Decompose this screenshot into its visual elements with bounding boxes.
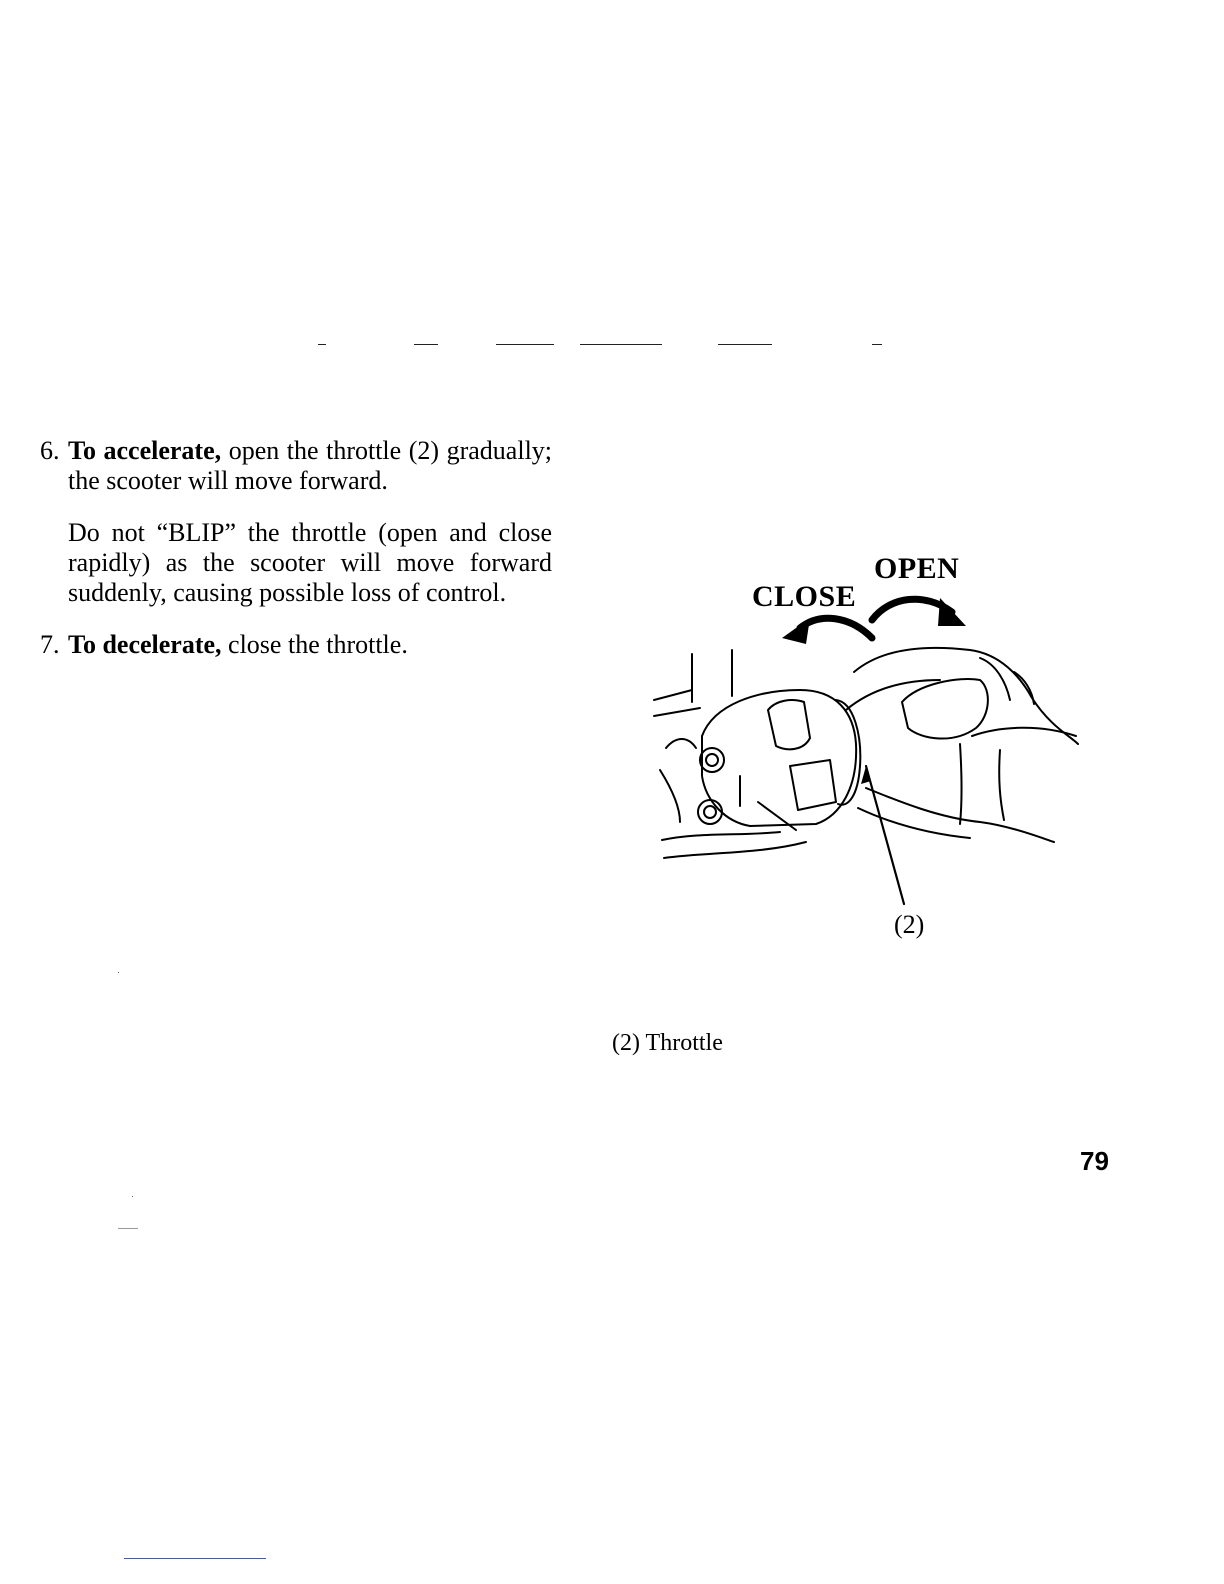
step-text xyxy=(68,436,552,496)
step-text xyxy=(68,630,552,660)
step-body: open the throttle (2) gradually; the scooter will move forward. xyxy=(68,436,553,495)
scan-artifact-dot xyxy=(132,1196,133,1197)
callout-leader-line xyxy=(866,766,904,904)
open-label: OPEN xyxy=(874,552,960,585)
throttle-figure xyxy=(640,540,1090,960)
step-lead: To accelerate, xyxy=(68,436,222,465)
blip-warning: Do not “BLIP” the throttle (open and close rapidly) as the scooter will move forward suddenly, causing possible loss of control. xyxy=(68,518,552,607)
scan-artifact-line xyxy=(124,1558,266,1559)
figure-caption: (2) Throttle xyxy=(612,1030,723,1056)
scan-artifact-line xyxy=(414,344,438,345)
open-arrow-icon xyxy=(938,598,966,626)
instructions-column xyxy=(40,436,552,660)
scan-artifact-line xyxy=(496,344,554,345)
scan-artifact-line xyxy=(580,344,662,345)
close-label: CLOSE xyxy=(752,580,857,613)
throttle-grip-illustration xyxy=(640,540,1090,960)
scan-artifact-line xyxy=(118,1228,138,1229)
scan-artifact-dot xyxy=(118,972,119,973)
close-arrow-icon xyxy=(782,618,810,644)
page-number: 79 xyxy=(1080,1146,1109,1176)
step-body: close the throttle. xyxy=(228,630,408,659)
step-accelerate xyxy=(40,436,552,496)
scan-artifact-line xyxy=(318,344,326,345)
step-number: 6. xyxy=(40,436,60,465)
step-decelerate xyxy=(40,630,552,660)
step-number: 7. xyxy=(40,630,60,659)
callout-number: (2) xyxy=(894,910,925,939)
step-lead: To decelerate, xyxy=(68,630,222,659)
scan-artifact-line xyxy=(872,344,882,345)
scan-artifact-line xyxy=(718,344,772,345)
